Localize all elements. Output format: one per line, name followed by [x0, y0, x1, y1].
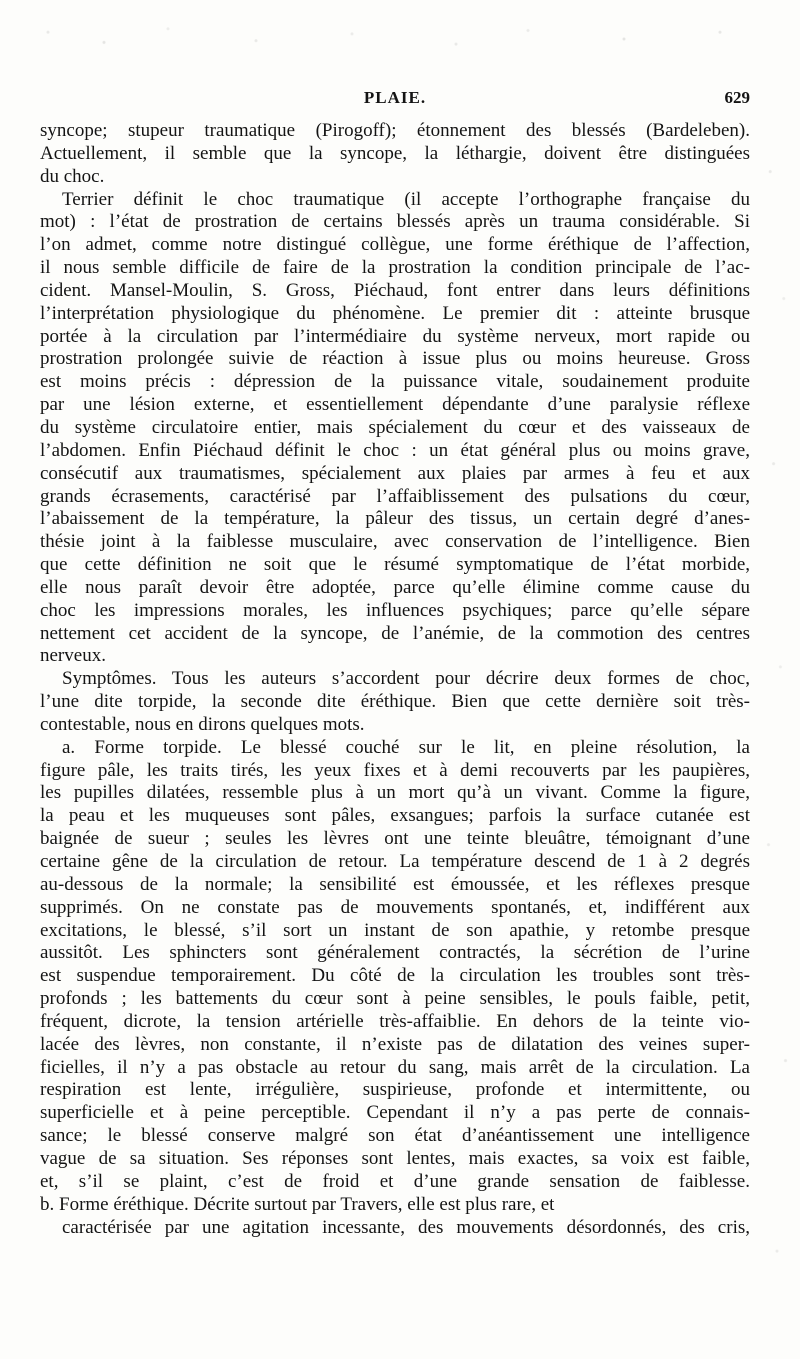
text-line-2: Actuellement, il semble que la syncope, la léthargie, doivent être distinguées	[40, 142, 750, 164]
text-line-34: au-dessous de la normale; la sensibilité est émoussée, et les réflexes presque	[40, 873, 750, 895]
text-line-35: supprimés. On ne constate pas de mouvements spontanés, et, indifférent aux	[40, 896, 750, 918]
text-line-29: figure pâle, les traits tirés, les yeux fixes et à demi recouverts par les paupières,	[40, 759, 750, 781]
text-line-1: syncope; stupeur traumatique (Pirogoff); étonnement des blessés (Bardeleben).	[40, 120, 750, 141]
text-line-46: vague de sa situation. Ses réponses sont lentes, mais exactes, sa voix est faible,	[40, 1147, 750, 1169]
text-line-6: l’on admet, comme notre distingué collègue, une forme éréthique de l’affection,	[40, 234, 750, 256]
text-line-3: du choc.	[40, 165, 105, 187]
text-line-38: est suspendue temporairement. Du côté de la circulation les troubles sont très-	[40, 965, 750, 987]
text-line-17: grands écrasements, caractérisé par l’affaiblissement des pulsations du cœur,	[40, 485, 750, 507]
text-line-27: contestable, nous en dirons quelques mots.	[40, 713, 365, 735]
text-line-39: profonds ; les battements du cœur sont à peine sensibles, le pouls faible, petit,	[40, 988, 750, 1010]
text-line-50	[40, 1239, 750, 1262]
text-line-43: respiration est lente, irrégulière, suspirieuse, profonde et intermittente, ou	[40, 1079, 750, 1101]
text-line-26: l’une dite torpide, la seconde dite éréthique. Bien que cette dernière soit très-	[40, 691, 750, 713]
text-line-41: lacée des lèvres, non constante, il n’existe pas de dilatation des veines super-	[40, 1033, 750, 1055]
text-line-21: elle nous paraît devoir être adoptée, parce qu’elle élimine comme cause du	[40, 576, 750, 598]
text-line-13: par une lésion externe, et essentiellement dépendante d’une paralysie réflexe	[40, 394, 750, 416]
text-line-25: Symptômes. Tous les auteurs s’accordent pour décrire deux formes de choc,	[62, 668, 750, 690]
text-line-14: du système circulatoire entier, mais spécialement du cœur et des vaisseaux de	[40, 416, 750, 438]
text-line-33: certaine gêne de la circulation de retour. La température descend de 1 à 2 degrés	[40, 851, 750, 872]
text-line-7: il nous semble difficile de faire de la prostration la condition principale de l’ac-	[40, 257, 750, 279]
text-line-40: fréquent, dicrote, la tension artérielle très-affaiblie. En dehors de la teinte vio-	[40, 1010, 750, 1032]
text-line-11: prostration prolongée suivie de réaction à issue plus ou moins heureuse. Gross	[40, 348, 750, 370]
scan-noise-top	[0, 22, 800, 56]
text-line-22: choc les impressions morales, les influences psychiques; parce qu’elle sépare	[40, 599, 750, 621]
text-line-20: que cette définition ne soit que le résumé symptomatique de l’état morbide,	[40, 554, 750, 576]
text-line-23: nettement cet accident de la syncope, de l’anémie, de la commotion des centres	[40, 622, 750, 644]
text-line-49: caractérisée par une agitation incessante, des mouvements désordonnés, des cris,	[62, 1216, 750, 1238]
text-line-24: nerveux.	[40, 645, 106, 667]
text-line-48: b. Forme éréthique. Décrite surtout par Travers, elle est plus rare, et	[40, 1193, 555, 1215]
page-header	[40, 88, 750, 112]
text-line-28: a. Forme torpide. Le blessé couché sur le lit, en pleine résolution, la	[62, 736, 750, 758]
text-line-4: Terrier définit le choc traumatique (il accepte l’orthographe française du	[62, 188, 750, 210]
running-title: PLAIE.	[363, 88, 427, 107]
text-line-9: l’interprétation physiologique du phénomène. Le premier dit : atteinte brusque	[40, 302, 750, 324]
text-line-18: l’abaissement de la température, la pâleur des tissus, un certain degré d’anes-	[40, 508, 750, 530]
text-line-15: l’abdomen. Enfin Piéchaud définit le choc : un état général plus ou moins grave,	[40, 439, 750, 461]
text-line-12: est moins précis : dépression de la puissance vitale, soudainement produite	[40, 371, 750, 393]
text-line-16: consécutif aux traumatismes, spécialement aux plaies par armes à feu et aux	[40, 462, 750, 484]
scan-noise-right	[760, 70, 794, 1340]
text-line-44: superficielle et à peine perceptible. Cependant il n’y a pas perte de connais-	[40, 1102, 750, 1124]
text-line-32: baignée de sueur ; seules les lèvres ont une teinte bleuâtre, témoignant d’une	[40, 828, 750, 850]
text-line-19: thésie joint à la faiblesse musculaire, avec conservation de l’intelligence. Bien	[40, 531, 750, 553]
page-number: 629	[724, 88, 750, 107]
text-line-10: portée à la circulation par l’intermédiaire du système nerveux, mort rapide ou	[40, 325, 750, 347]
text-line-5: mot) : l’état de prostration de certains blessés après un trauma considérable. Si	[40, 211, 750, 233]
text-line-8: cident. Mansel-Moulin, S. Gross, Piéchaud, font entrer dans leurs définitions	[40, 279, 750, 301]
text-line-47: et, s’il se plaint, c’est de froid et d’une grande sensation de faiblesse.	[40, 1170, 750, 1192]
text-line-31: la peau et les muqueuses sont pâles, exsangues; parfois la surface cutanée est	[40, 805, 750, 827]
body-text	[40, 120, 750, 1262]
text-line-42: ficielles, il n’y a pas obstacle au retour du sang, mais arrêt de la circulation. La	[40, 1056, 750, 1078]
text-line-45: sance; le blessé conserve malgré son état d’anéantissement une intelligence	[40, 1125, 750, 1147]
text-line-36: excitations, le blessé, s’il sort un instant de son apathie, y retombe presque	[40, 919, 750, 941]
text-line-37: aussitôt. Les sphincters sont généralement contractés, la sécrétion de l’urine	[40, 942, 750, 964]
text-line-30: les pupilles dilatées, ressemble plus à un mort qu’à un vivant. Comme la figure,	[40, 782, 750, 804]
